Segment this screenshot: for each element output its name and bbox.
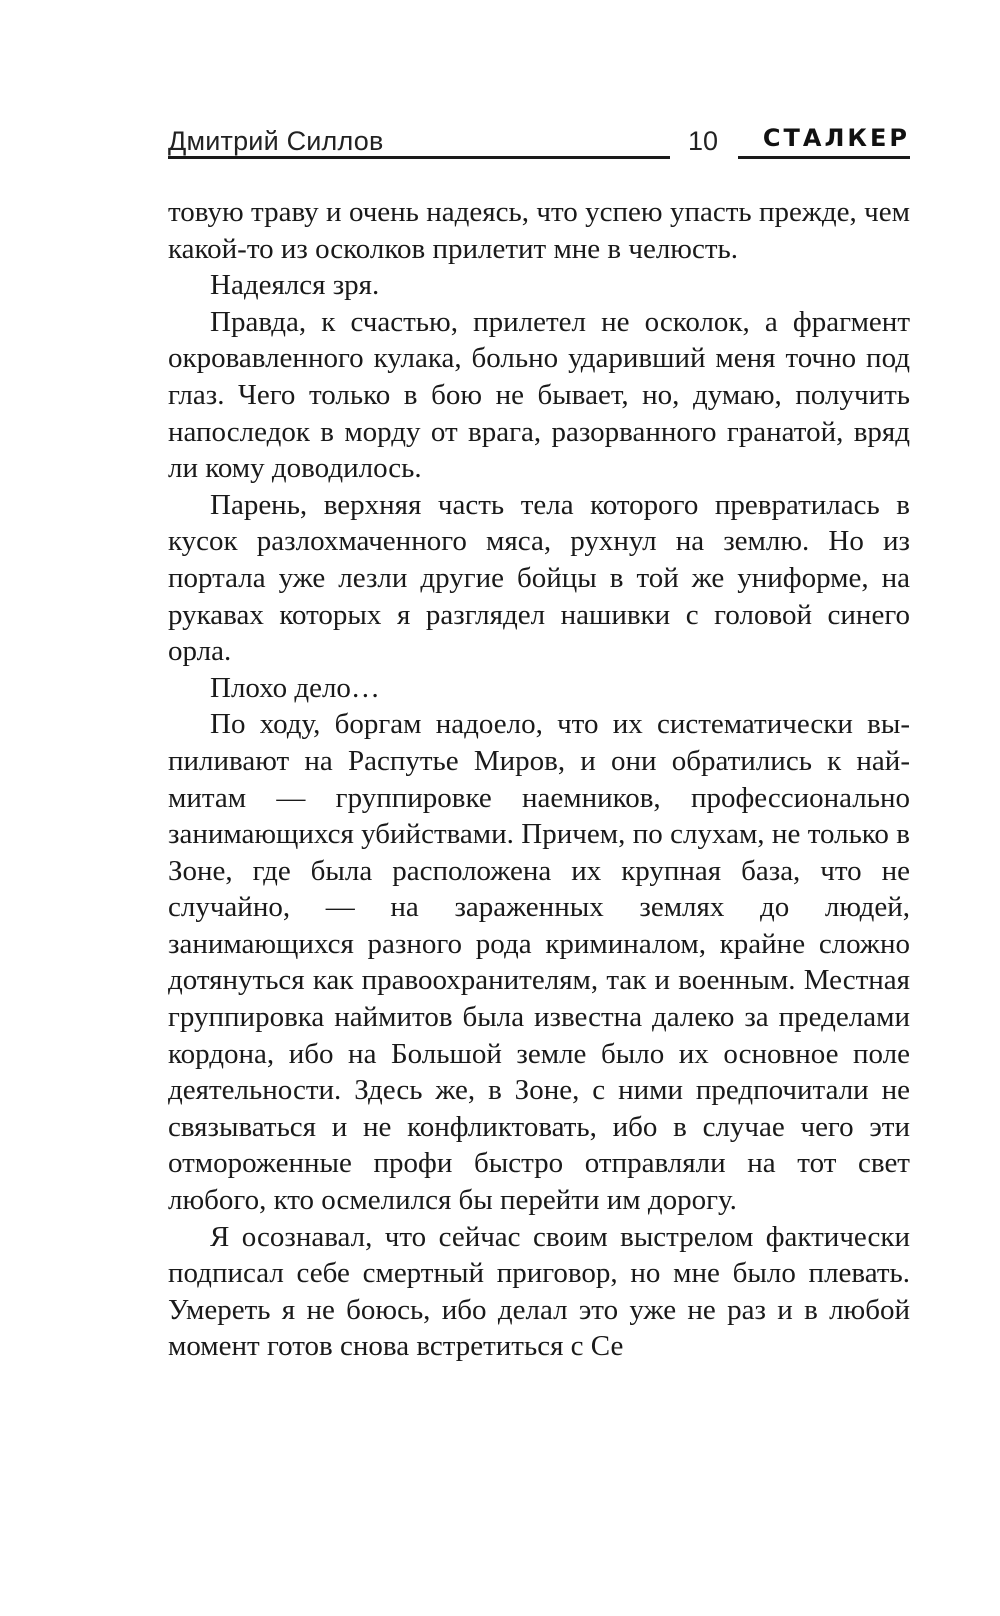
- paragraph: Плохо дело…: [210, 671, 380, 704]
- paragraph: По ходу, боргам надоело, что их систематически выпиливают на Распутье Миров, и они обратились к наймитам — группировке наемников, профессионально занимающихся убийствами. Причем, по слухам, не только в Зоне, где была расположена их крупная база, что не случайно, — на зараженных землях до людей, занимающихся разного рода криминалом, крайне сложно дотянуться как правоохранителям, так и военным. Местная группировка наймитов была известна далеко за пределами кордона, ибо на Большой земле было их основное поле деятельности. Здесь же, в Зоне, с ними предпочитали не связываться и не конфликтовать, ибо в случае чего эти отмороженные профи быстро отправляли на тот свет любого, кто осмелился бы перейти им дорогу.: [168, 708, 910, 1217]
- header-author: Дмитрий Силлов: [168, 126, 384, 156]
- running-header: [168, 118, 910, 158]
- paragraph: Парень, верхняя часть тела которого превратилась в кусок разлохмаченного мяса, рухнул на землю. Но из портала уже лезли другие бойцы в той же униформе, на рукавах которых я разглядел нашивки с головой синего орла.: [168, 488, 910, 668]
- header-series-title: СТАЛКЕР: [762, 124, 910, 152]
- paragraph: Надеялся зря.: [210, 269, 380, 302]
- page-number: 10: [687, 126, 719, 156]
- page-body: [168, 194, 910, 1365]
- paragraph-continuation: товую траву и очень надеясь, что успею упасть прежде, чем какой-то из осколков прилетит мне в челюсть.: [168, 196, 910, 265]
- paragraph: Правда, к счастью, прилетел не осколок, а фрагмент окровавленного кулака, больно ударивший меня точно под глаз. Чего только в бою не бывает, но, думаю, получить напоследок в морду от врага, разорванного гранатой, вряд ли кому доводилось.: [168, 305, 910, 485]
- paragraph: Я осознавал, что сейчас своим выстрелом фактически подписал себе смертный приговор, но мне было плевать. Умереть я не боюсь, ибо делал это уже не раз и в любой момент готов снова встретиться с Се: [168, 1220, 910, 1363]
- header-rule-left: [168, 156, 670, 159]
- header-rule-right: [738, 156, 910, 159]
